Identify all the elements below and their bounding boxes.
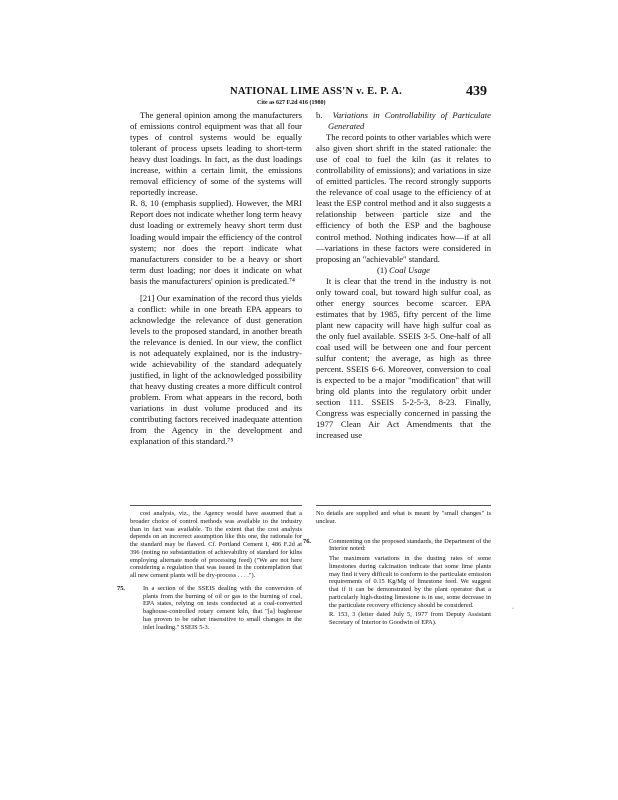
footnote-76-source: R. 153, 3 (letter dated July 5, 1977 from Deputy Assistant Secretary of Interior to Goodwin of EPA). [329,611,491,626]
subsection-number: (1) [376,264,388,275]
footnote-rule-right [316,505,491,506]
footnote-75 [117,584,302,632]
section-heading-b [316,110,491,132]
citation-line: Cite as 627 F.2d 416 (1980) [257,100,326,106]
footnote-74-continuation: cost analysis, viz., the Agency would have assumed that a broader choice of control methods was available to the industry than in fact was available. To the extent that the cost analysis depends on an incorrect assumption like this one, the rationale for the standard may be flawed. Cf. Portland Cement I, 486 F.2d at 396 (noting no substantiation of achievability of standard for kilns employing alternate mode of processing feed) ("We are not here considering a regulation that was issued in the contemplation that all new cement plants will be dry-process . . . ."). [130,510,302,579]
page-header [0,86,618,116]
quote-text: The maximum variations in the dusting rates of some limestones during calcination indicate that some lime plants may find it very difficult to conform to the particulate emission requirements of 0.15 Kg/Mg of limestone feed. We suggest that if it can be demonstrated by the plant operator that a particularly high-dusting limestone is in use, some decrease in the particulate recovery efficiency should be considered. [329,555,491,609]
left-paragraph-1: The general opinion among the manufacturers of emissions control equipment was that all four types of control systems would be equally tolerant of process upsets leading to short-term heavy dust loadings. In fact, as the dust loadings increase, within a certain limit, the emissions removal efficiency of some of the systems will reportedly increase. [130,110,302,198]
footnote-rule-left [130,505,302,506]
footnotes-right [303,510,491,627]
page-number: 439 [466,84,487,99]
left-paragraph-3: [21] Our examination of the record thus yields a conflict: while in one breath EPA appears to acknowledge the relevance of dust generation levels to the proposed standard, in another breath the relevance is denied. In our view, the conflict is not adequately explained, nor is the industry-wide achievability of the standard adequately justified, in light of the acknowledged possibility that heavy dusting creates a more difficult control problem. From what appears in the record, both variations in dust volume produced and its contributing factors received inadequate attention from the Agency in the development and explanation of this standard.⁷⁵ [130,292,302,447]
subsection-title: Coal Usage [389,264,430,275]
section-title: Variations in Controllability of Particulate Generated [328,110,492,132]
footnote-75-number: 75. [117,584,125,592]
left-column [130,110,302,447]
footnote-76-text: Commenting on the proposed standards, the Department of the Interior noted: [329,537,491,553]
subsection-heading [316,265,491,276]
right-paragraph-2: It is clear that the trend in the industry is not only toward coal, but toward high sulfur coal, as other energy sources become scarcer. EPA estimates that by 1985, fifty percent of the lime plant new capacity will have high sulfur coal as the only fuel available. SSEIS 3-5. One-half of all coal used will be between one and four percent sulfur content; the average, as high as three percent. SSEIS 6-6. Moreover, conversion to coal is expected to be a major "modification" that will bring old plants into the regulatory orbit under section 111. SSEIS 5-2-5-3, 8-23. Finally, Congress was especially concerned in passing the 1977 Clean Air Act Amendments that the increased use [316,275,491,441]
right-paragraph-1: The record points to other variables which were also given short shrift in the stated rationale: the use of coal to fuel the kiln (as it relates to controllability of emissions); and variations in size of emitted particles. The record strongly supports the relevance of coal usage to the efficiency of at least the ESP control method and it also suggests a relationship between particle size and the efficiency of both the ESP and the baghouse control method. Nothing indicates how—if at all—variations in these factors were considered in proposing an "achievable" standard. [316,132,491,264]
footnote-76-number: 76. [303,537,311,545]
left-paragraph-2: R. 8, 10 (emphasis supplied). However, the MRI Report does not indicate whether long term heavy dust loading or extremely heavy short term dust loading would impair the efficiency of the control system; nor does the report indicate what manufacturers consider to be a heavy or short term dust loading; nor does it indicate on what basis the manufacturers' opinion is predicated.⁷⁴ [130,198,302,286]
footnote-75-text: In a section of the SSEIS dealing with the conversion of plants from the burning of oil or gas to the burning of coal, EPA states, relying on tests conducted at a coal-converted baghouse-controlled rotary cement kiln, that "[a] baghouse has proven to be rather insensitive to small changes in the inlet loading." SSEIS 5-3. [143,584,302,631]
footnote-76 [303,537,491,554]
running-title: NATIONAL LIME ASS'N v. E. P. A. [230,86,403,97]
scan-speck: · [512,606,514,612]
footnote-76-quote [329,555,491,609]
footnotes-left [117,510,302,631]
section-letter: b. [316,110,323,120]
right-column [316,110,491,441]
footnote-75-continuation: No details are supplied and what is meant by "small changes" is unclear. [316,510,491,525]
